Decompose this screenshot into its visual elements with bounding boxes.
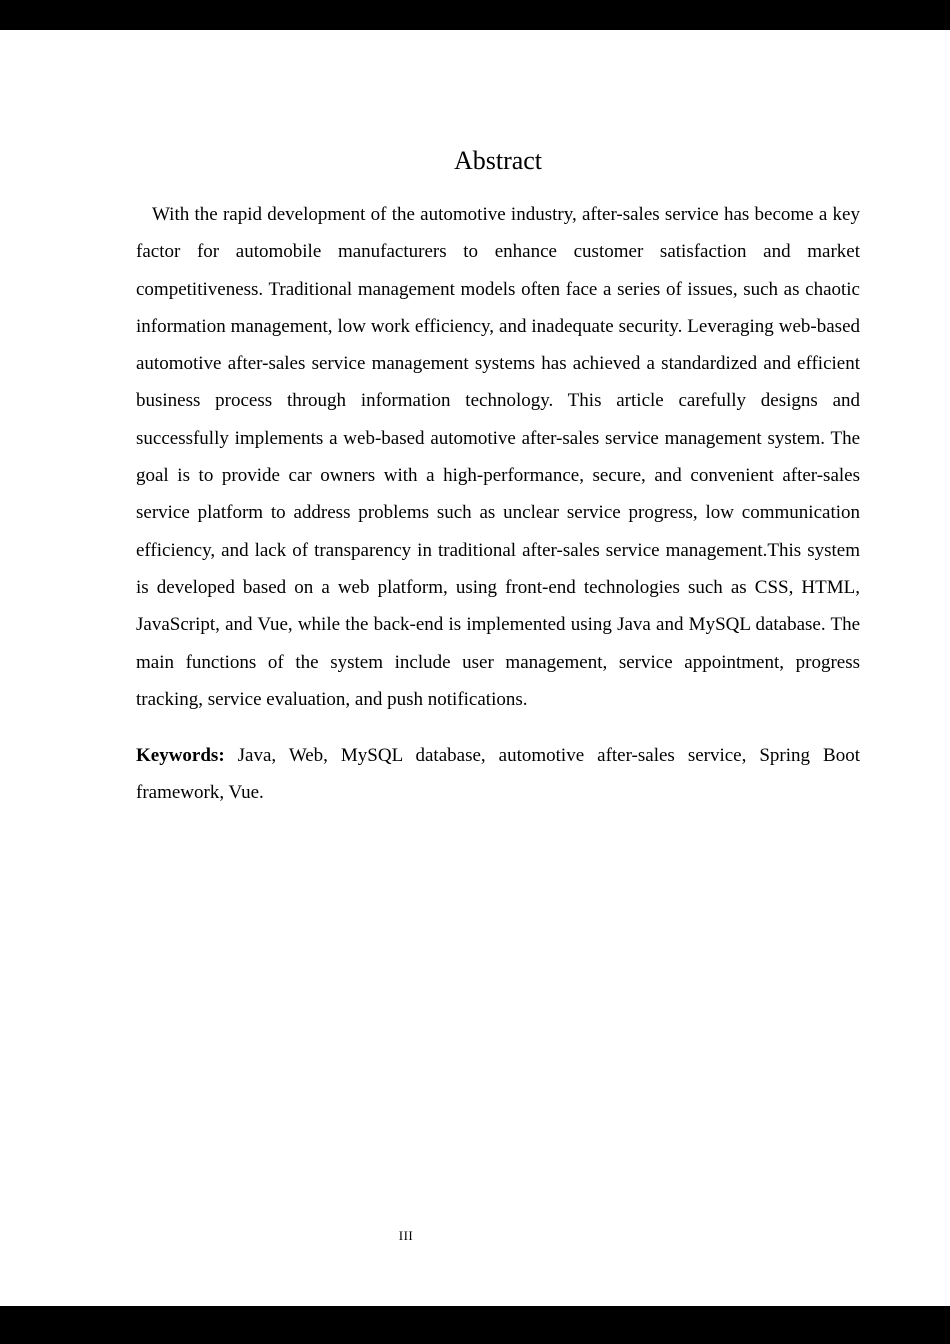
abstract-paragraph: With the rapid development of the automotive industry, after-sales service has become a key factor for automobile manufacturers to enhance customer satisfaction and market competitiveness. Traditional management models often face a series of issues, such as chaotic information management, low work efficiency, and inadequate security. Leveraging web-based automotive after-sales service management systems has achieved a standardized and efficient business process through information technology. This article carefully designs and successfully implements a web-based automotive after-sales service management system. The goal is to provide car owners with a high-performance, secure, and convenient after-sales service platform to address problems such as unclear service progress, low communication efficiency, and lack of transparency in traditional after-sales service management.This system is developed based on a web platform, using front-end technologies such as CSS, HTML, JavaScript, and Vue, while the back-end is implemented using Java and MySQL database. The main functions of the system include user management, service appointment, progress tracking, service evaluation, and push notifications.	[136, 204, 860, 710]
abstract-title: Abstract	[453, 146, 543, 175]
keywords-line	[136, 737, 860, 812]
page-number: III	[398, 1228, 414, 1243]
page-content	[136, 0, 860, 812]
keywords-label: Keywords:	[136, 745, 225, 767]
bottom-black-bar	[0, 1306, 950, 1344]
keywords-text: Java, Web, MySQL database, automotive after-sales service, Spring Boot framework, Vue.	[136, 745, 860, 804]
